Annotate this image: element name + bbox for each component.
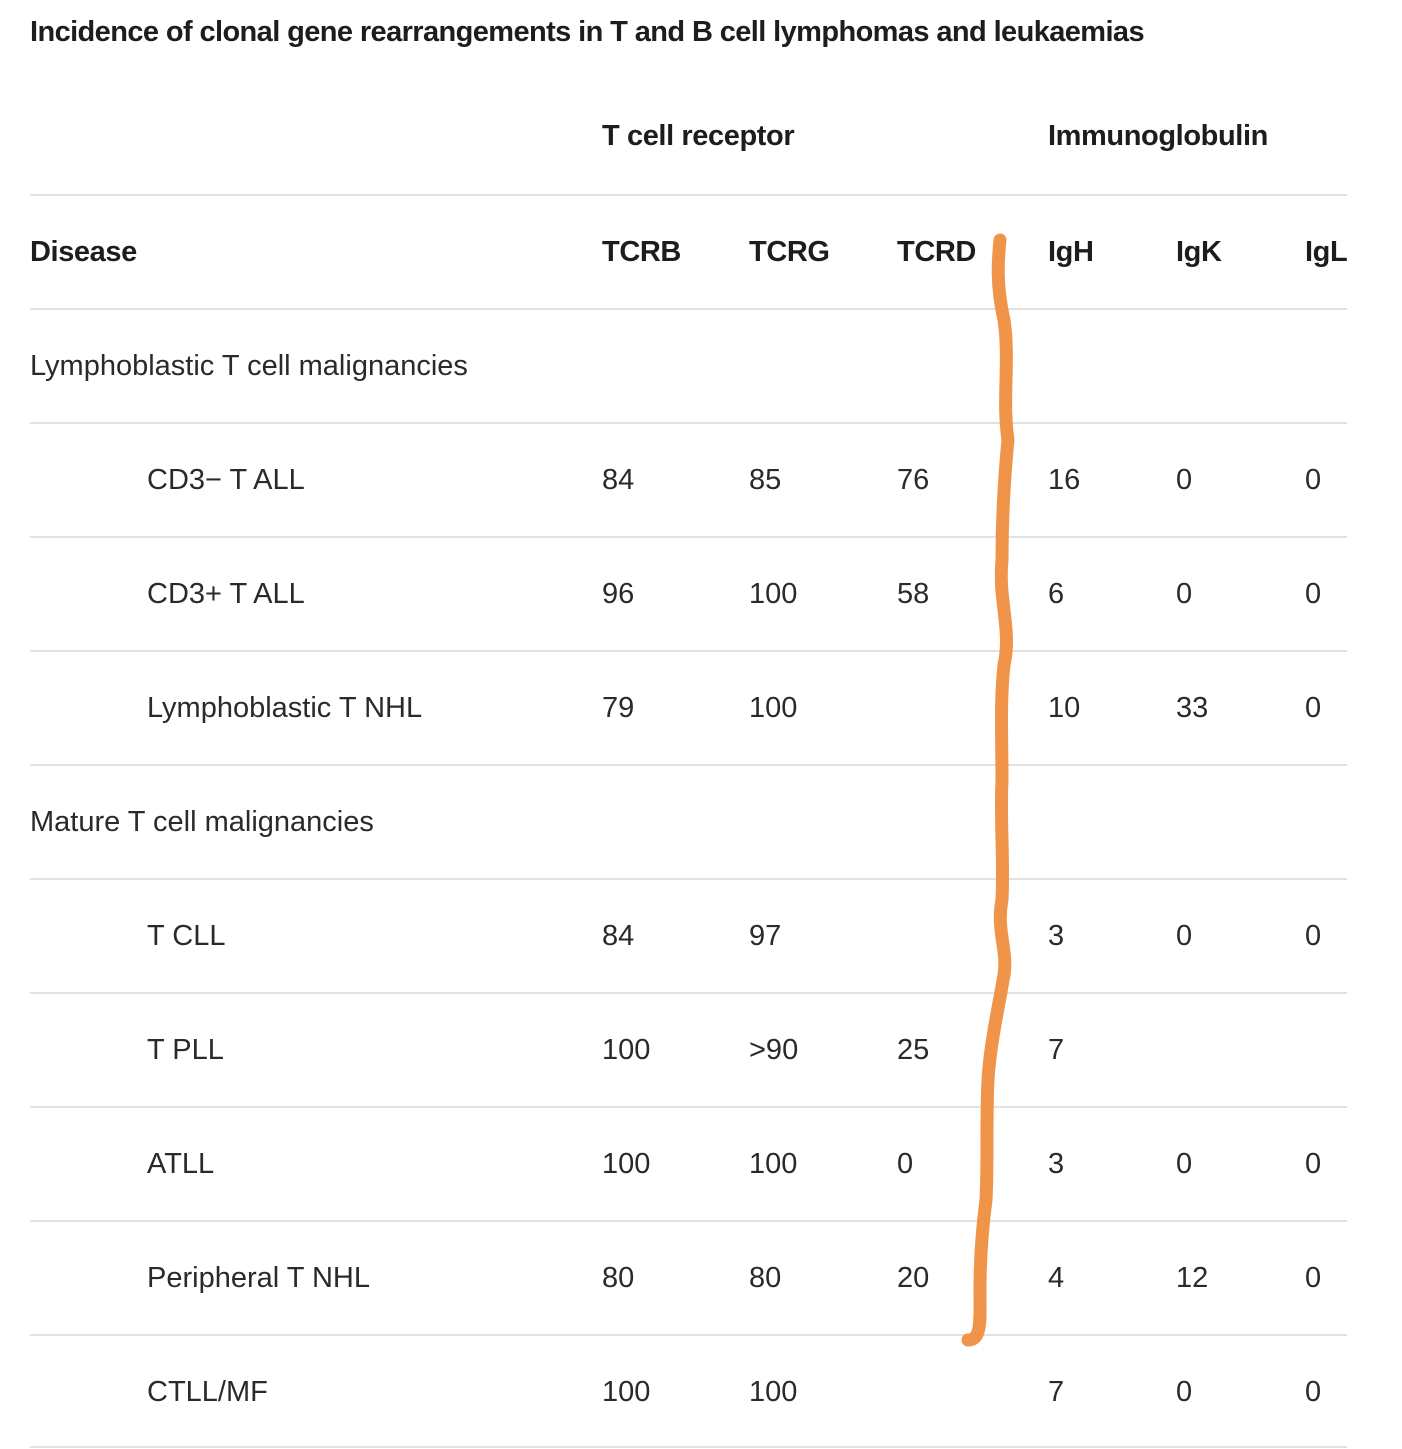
column-header-row: [0, 195, 1402, 309]
tcrg-cell: 100: [749, 692, 798, 724]
disease-cell: CTLL/MF: [147, 1376, 268, 1408]
group-header-tcr: T cell receptor: [602, 120, 795, 152]
table-row: [0, 993, 1402, 1107]
igl-cell: 0: [1305, 692, 1322, 724]
tcrg-cell: 100: [749, 1376, 798, 1408]
table-row: [0, 1221, 1402, 1335]
igh-cell: 7: [1048, 1034, 1065, 1066]
divider: [30, 1446, 1347, 1448]
disease-cell: ATLL: [147, 1148, 215, 1180]
tcrd-cell: 25: [897, 1034, 930, 1066]
disease-cell: CD3+ T ALL: [147, 578, 305, 610]
table-title: Incidence of clonal gene rearrangements in T and B cell lymphomas and leukaemias: [30, 16, 1144, 48]
igh-cell: 6: [1048, 578, 1065, 610]
tcrg-cell: 100: [749, 1148, 798, 1180]
igl-cell: 0: [1305, 1262, 1322, 1294]
column-header-tcrb: TCRB: [602, 236, 681, 268]
tcrd-cell: 20: [897, 1262, 930, 1294]
disease-cell: Lymphoblastic T NHL: [147, 692, 423, 724]
igh-cell: 7: [1048, 1376, 1065, 1408]
disease-cell: Peripheral T NHL: [147, 1262, 370, 1294]
igl-cell: 0: [1305, 578, 1322, 610]
tcrg-cell: 100: [749, 578, 798, 610]
igh-cell: 10: [1048, 692, 1081, 724]
tcrg-cell: 97: [749, 920, 782, 952]
igk-cell: 0: [1176, 1148, 1193, 1180]
section-row: [0, 765, 1402, 879]
tcrg-cell: >90: [749, 1034, 799, 1066]
table-row: [0, 1107, 1402, 1221]
column-header-tcrd: TCRD: [897, 236, 976, 268]
section-label: Lymphoblastic T cell malignancies: [30, 350, 468, 382]
column-header-igh: IgH: [1048, 236, 1094, 268]
igk-cell: 0: [1176, 578, 1193, 610]
column-header-igk: IgK: [1176, 236, 1222, 268]
igh-cell: 3: [1048, 920, 1065, 952]
column-header-tcrg: TCRG: [749, 236, 830, 268]
igl-cell: 0: [1305, 464, 1322, 496]
disease-cell: T PLL: [147, 1034, 224, 1066]
igk-cell: 0: [1176, 1376, 1193, 1408]
igk-cell: 33: [1176, 692, 1209, 724]
table-row: [0, 879, 1402, 993]
igl-cell: 0: [1305, 1376, 1322, 1408]
table-row: [0, 423, 1402, 537]
igl-cell: 0: [1305, 1148, 1322, 1180]
section-label: Mature T cell malignancies: [30, 806, 374, 838]
tcrb-cell: 96: [602, 578, 635, 610]
column-header-disease: Disease: [30, 236, 137, 268]
section-row: [0, 309, 1402, 423]
column-header-igl: IgL: [1305, 236, 1348, 268]
table-row: [0, 1335, 1402, 1449]
igh-cell: 3: [1048, 1148, 1065, 1180]
tcrb-cell: 100: [602, 1376, 651, 1408]
tcrg-cell: 85: [749, 464, 782, 496]
tcrd-cell: 76: [897, 464, 930, 496]
igk-cell: 0: [1176, 920, 1193, 952]
tcrb-cell: 80: [602, 1262, 635, 1294]
tcrb-cell: 84: [602, 464, 635, 496]
tcrb-cell: 79: [602, 692, 635, 724]
table-row: [0, 537, 1402, 651]
disease-cell: CD3− T ALL: [147, 464, 305, 496]
tcrd-cell: 0: [897, 1148, 914, 1180]
tcrb-cell: 100: [602, 1148, 651, 1180]
igk-cell: 0: [1176, 464, 1193, 496]
igh-cell: 16: [1048, 464, 1081, 496]
tcrb-cell: 84: [602, 920, 635, 952]
tcrd-cell: 58: [897, 578, 930, 610]
igl-cell: 0: [1305, 920, 1322, 952]
disease-cell: T CLL: [147, 920, 226, 952]
group-header-ig: Immunoglobulin: [1048, 120, 1268, 152]
igh-cell: 4: [1048, 1262, 1065, 1294]
tcrg-cell: 80: [749, 1262, 782, 1294]
igk-cell: 12: [1176, 1262, 1209, 1294]
tcrb-cell: 100: [602, 1034, 651, 1066]
table-row: [0, 651, 1402, 765]
